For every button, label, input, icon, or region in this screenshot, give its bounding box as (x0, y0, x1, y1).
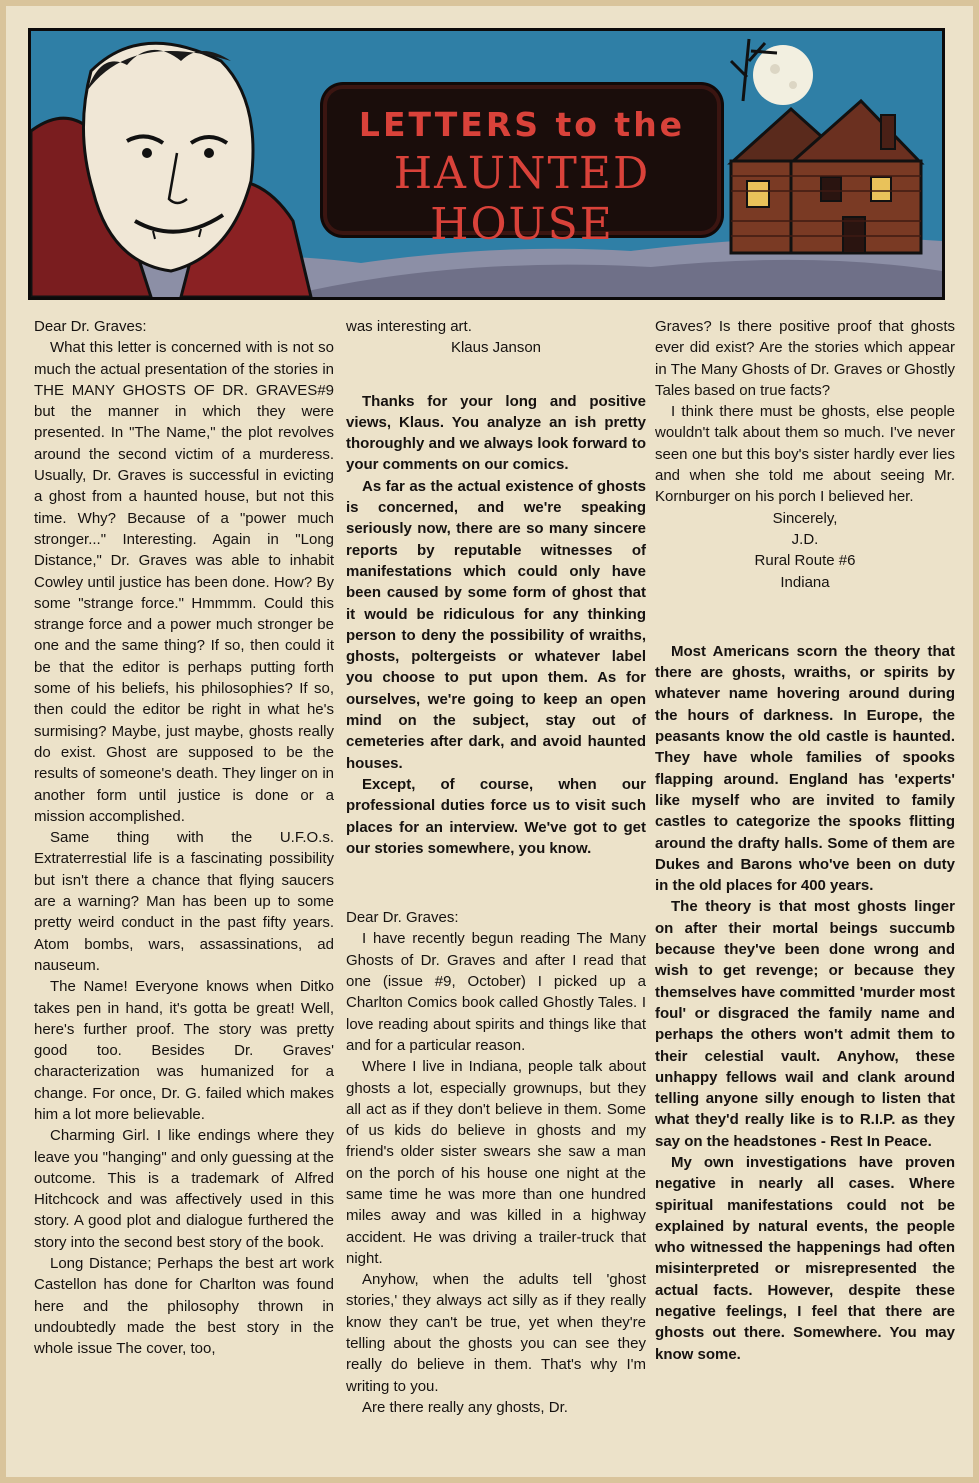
letter1-paragraph: The Name! Everyone knows when Ditko takes pen in hand, it's gotta be great! Well, here's further proof. The story was pretty good too. Besides Dr. Graves' characterization was humanized for a change. For once, Dr. G. failed which makes him a lot more believable. (34, 978, 334, 1123)
letter1-signature: Klaus Janson (450, 339, 542, 357)
letter2-closing: Sincerely, (772, 509, 838, 527)
reply1 (346, 391, 646, 860)
column-middle (346, 316, 646, 1418)
reply2-paragraph: My own investigations have proven negative in nearly all cases. Where spiritual manifestations could not be explained by natural events, the people who witnessed the happenings had often misinterpreted or misrepresented the actual facts. However, despite these negative feelings, I feel that there are ghosts out there. Somewhere. You may know some. (655, 1153, 955, 1363)
letter2-address-line1: Rural Route #6 (754, 552, 856, 570)
letter1-continuation: was interesting art. (346, 318, 472, 335)
dr-graves-portrait (31, 43, 311, 297)
letter2-paragraph: I have recently begun reading The Many Ghosts of Dr. Graves and after I read that one (issue #9, October) I picked up a Charlton Comics book called Ghostly Tales. I love reading about spirits and things like that and for a particular reason. (346, 930, 646, 1054)
reply2-paragraph: The theory is that most ghosts linger on after their mortal beings succumb because they've been done wrong and wish to get revenge; or because they themselves have committed 'murder most foul' or disgraced the family name and perhaps the others won't admit them to their celestial vault. Anyhow, these unhappy fellows wail and clank around telling anyone silly enough to listen that what they'd really like is to R.I.P. as they say on the headstones - Rest In Peace. (655, 898, 955, 1150)
column-left (34, 316, 334, 1360)
moon-icon (753, 45, 813, 105)
letter1-salutation: Dear Dr. Graves: (34, 318, 147, 335)
letter2-salutation: Dear Dr. Graves: (346, 909, 459, 927)
letter1-paragraph: What this letter is concerned with is not so much the actual presentation of the stories in THE MANY GHOSTS OF DR. GRAVES#9 but the manner in which they were presented. In "The Name," the plot revolves around the second victim of a murderess. Usually, Dr. Graves is successful in evicting a ghost from a haunted house, but not this time. Why? Because of a "power much stronger..." Interesting. Again in "Long Distance," Dr. Graves was able to inhabit Cowley until justice has been done. How? By some "strange force." Hmmmm. Could this strange force and a power much stronger be one and the same thing? If so, then could it be that the editor is perhaps putting forth some of his beliefs, his philosophies? If so, then could the editor be right in what he's surmising? Maybe, just maybe, ghosts really do exist. Ghost are supposed to be the results of someone's death. They linger on in another form until justice is done or a mission accomplished. (34, 339, 334, 825)
letter2-paragraph: I think there must be ghosts, else people wouldn't talk about them so much. I've never seen one but this boy's sister hardly ever lies and when she told me about seeing Mr. Kornburger on his porch I believed her. (655, 403, 955, 506)
letter2-paragraph: Where I live in Indiana, people talk about ghosts a lot, especially grownups, but they all act as if they don't believe in them. Some of us kids do believe in ghosts and my friend's older sister swears she saw a man on the porch of his house one night at the same time he was more than one hundred miles away and was killed in a highway accident. He was driving a trailer-truck that night. (346, 1058, 646, 1267)
reply1-paragraph: As far as the actual existence of ghosts is concerned, and we're speaking seriously now, there are so many sincere reports by reputable witnesses of manifestations which could only have been caused by some form of ghost that it would be ridiculous for any thinking person to deny the possibility of wraiths, ghosts, poltergeists or whatever label you choose to put upon them. As for ourselves, we're going to keep an open mind on the subject, stay out of cemeteries after dark, and avoid haunted houses. (346, 477, 646, 772)
reply1-paragraph: Except, of course, when our professional duties force us to visit such places for an interview. We've got to get our stories somewhere, you know. (346, 775, 646, 857)
column-right (655, 316, 955, 1365)
letter1-paragraph: Same thing with the U.F.O.s. Extraterrestial life is a fascinating possibility but isn't there a chance that flying saucers are a warning? Man has been up to some pretty weird conduct in the past fifty years. Atom bombs, wars, assassinations, ad nauseum. (34, 829, 334, 974)
haunted-house-icon (731, 101, 921, 253)
letter2-continuation: Graves? Is there positive proof that ghosts ever did exist? Are the stories which appear in The Many Ghosts of Dr. Graves or Ghostly Tales based on true facts? (655, 318, 955, 399)
letter2-paragraph: Anyhow, when the adults tell 'ghost stories,' they always act silly as if they really know they can't be true, yet when they're telling about the ghosts you can see they really do believe in them. That's why I'm writing to you. (346, 1271, 646, 1395)
reply2 (655, 641, 955, 1365)
reply2-paragraph: Most Americans scorn the theory that there are ghosts, wraiths, or spirits by whatever name hovering around during the hours of darkness. In Europe, the peasants know the old castle is haunted. They have whole families of spooks flapping around. England has 'experts' like myself who are invited to family castles to categorize the spooks flitting around the drafty halls. Some of them are Dukes and Barons who've been on duty in the old places for 400 years. (655, 642, 955, 895)
banner-title-sign (327, 89, 717, 250)
letter1-paragraph: Charming Girl. I like endings where they leave you "hanging" and only guessing at the outcome. This is a trademark of Alfred Hitchcock and was affectively used in this story. A good plot and dialogue furthered the story into the second best story of the book. (34, 1127, 334, 1251)
banner-title-line2: HAUNTED HOUSE (393, 148, 651, 250)
banner-title-line1: LETTERS to the (358, 105, 686, 144)
reply1-paragraph: Thanks for your long and positive views, Klaus. You analyze an ish pretty thoroughly and we always look forward to your comments on our comics. (346, 392, 646, 474)
letter2-paragraph: Are there really any ghosts, Dr. (362, 1398, 568, 1416)
header-banner (28, 28, 945, 300)
letter2-address-line2: Indiana (780, 573, 830, 591)
letter2-signature: J.D. (791, 530, 819, 548)
letter1-paragraph: Long Distance; Perhaps the best art work Castellon has done for Charlton was found here and the philosophy thrown in undoubtedly made the best story in the whole issue The cover, too, (34, 1255, 334, 1358)
